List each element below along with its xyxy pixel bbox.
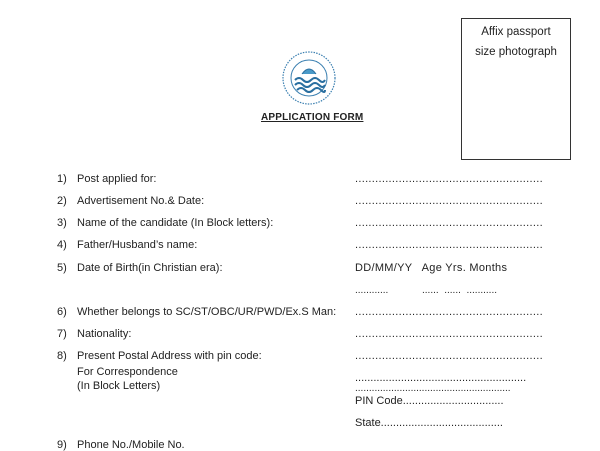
address-line2-field[interactable]: ........................................................ xyxy=(355,372,527,384)
state-field[interactable]: State........................................ xyxy=(355,417,503,429)
age-field[interactable]: ...... ...... ........... xyxy=(422,285,498,296)
field-number: 9) xyxy=(57,439,67,451)
advertisement-field[interactable]: ........................................................ xyxy=(355,195,543,207)
field-label: Date of Birth(in Christian era): xyxy=(77,262,223,274)
address-line1-field[interactable]: ........................................................ xyxy=(355,350,543,362)
field-label: Whether belongs to SC/ST/OBC/UR/PWD/Ex.S Man: xyxy=(77,306,337,318)
father-husband-name-field[interactable]: ........................................................ xyxy=(355,239,543,251)
post-applied-field[interactable]: ........................................................ xyxy=(355,173,543,185)
photo-instruction-line2: size photograph xyxy=(475,46,557,58)
field-number: 3) xyxy=(57,217,67,229)
dob-date-field[interactable]: ............ xyxy=(355,285,389,296)
field-label: Present Postal Address with pin code: xyxy=(77,350,262,362)
field-number: 2) xyxy=(57,195,67,207)
pin-code-field[interactable]: PIN Code................................. xyxy=(355,395,504,407)
field-number: 6) xyxy=(57,306,67,318)
photo-instruction-line1: Affix passport xyxy=(481,26,551,38)
page-title: APPLICATION FORM xyxy=(261,112,364,123)
field-number: 4) xyxy=(57,239,67,251)
field-label: Father/Husband’s name: xyxy=(77,239,198,251)
category-field[interactable]: ........................................................ xyxy=(355,306,543,318)
organization-emblem-icon xyxy=(280,50,338,106)
candidate-name-field[interactable]: ........................................................ xyxy=(355,217,543,229)
field-number: 7) xyxy=(57,328,67,340)
field-label: Name of the candidate (In Block letters): xyxy=(77,217,274,229)
field-label: Advertisement No.& Date: xyxy=(77,195,205,207)
address-line3-field[interactable]: ........................................................ xyxy=(355,383,511,394)
passport-photo-box xyxy=(461,18,571,160)
address-sublabel-block: (In Block Letters) xyxy=(77,380,161,392)
field-label: Phone No./Mobile No. xyxy=(77,439,185,451)
dob-format-label: DD/MM/YY Age Yrs. Months xyxy=(355,262,508,274)
field-label: Post applied for: xyxy=(77,173,157,185)
nationality-field[interactable]: ........................................................ xyxy=(355,328,543,340)
field-number: 1) xyxy=(57,173,67,185)
field-number: 5) xyxy=(57,262,67,274)
field-label: Nationality: xyxy=(77,328,132,340)
address-sublabel-correspondence: For Correspondence xyxy=(77,366,178,378)
field-number: 8) xyxy=(57,350,67,362)
